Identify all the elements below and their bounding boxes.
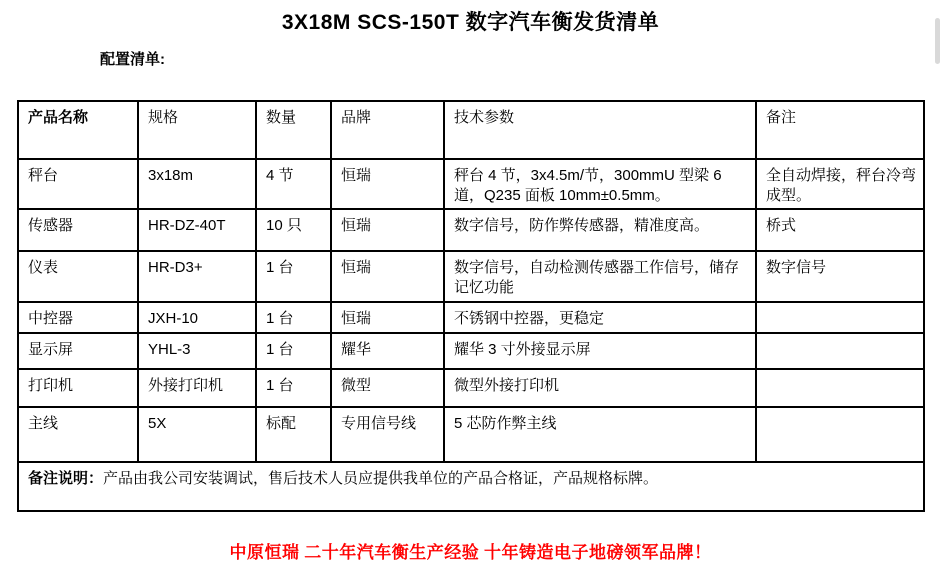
cell-product-name: 仪表 (18, 251, 138, 302)
col-header-product-name: 产品名称 (18, 101, 138, 159)
cell-remark (756, 369, 924, 407)
note-text: 产品由我公司安装调试，售后技术人员应提供我单位的产品合格证，产品规格标牌。 (103, 470, 659, 487)
cell-qty: 1 台 (256, 369, 331, 407)
cell-qty: 4 节 (256, 159, 331, 209)
scrollbar-thumb[interactable] (935, 18, 940, 64)
cell-remark (756, 407, 924, 462)
col-header-brand: 品牌 (331, 101, 444, 159)
cell-params: 数字信号，防作弊传感器，精准度高。 (444, 209, 756, 251)
cell-brand: 专用信号线 (331, 407, 444, 462)
cell-product-name: 主线 (18, 407, 138, 462)
note-label: 备注说明： (28, 470, 104, 487)
table-row (18, 369, 924, 407)
table-row (18, 209, 924, 251)
cell-params: 数字信号，自动检测传感器工作信号，储存记忆功能 (444, 251, 756, 302)
cell-params: 耀华 3 寸外接显示屏 (444, 333, 756, 369)
cell-params: 微型外接打印机 (444, 369, 756, 407)
col-header-spec: 规格 (138, 101, 256, 159)
config-list-label: 配置清单: (100, 51, 165, 68)
cell-brand: 恒瑞 (331, 159, 444, 209)
cell-product-name: 传感器 (18, 209, 138, 251)
cell-spec: 5X (138, 407, 256, 462)
cell-brand: 恒瑞 (331, 209, 444, 251)
table-note-row (18, 462, 924, 511)
cell-remark: 全自动焊接，秤台冷弯成型。 (756, 159, 924, 209)
cell-remark (756, 302, 924, 333)
cell-product-name: 显示屏 (18, 333, 138, 369)
cell-params: 秤台 4 节，3x4.5m/节，300mmU 型梁 6 道，Q235 面板 10mm±0.5mm。 (444, 159, 756, 209)
cell-qty: 1 台 (256, 333, 331, 369)
cell-qty: 1 台 (256, 251, 331, 302)
cell-params: 不锈钢中控器，更稳定 (444, 302, 756, 333)
cell-remark: 数字信号 (756, 251, 924, 302)
cell-spec: 3x18m (138, 159, 256, 209)
cell-qty: 10 只 (256, 209, 331, 251)
cell-brand: 微型 (331, 369, 444, 407)
col-header-qty: 数量 (256, 101, 331, 159)
cell-qty: 标配 (256, 407, 331, 462)
cell-product-name: 打印机 (18, 369, 138, 407)
cell-product-name: 中控器 (18, 302, 138, 333)
table-row (18, 251, 924, 302)
table-header-row (18, 101, 924, 159)
table-row (18, 333, 924, 369)
cell-brand: 恒瑞 (331, 302, 444, 333)
delivery-list-table (17, 100, 925, 512)
cell-qty: 1 台 (256, 302, 331, 333)
cell-product-name: 秤台 (18, 159, 138, 209)
table-row (18, 159, 924, 209)
table-row (18, 302, 924, 333)
cell-remark: 桥式 (756, 209, 924, 251)
note-cell (18, 462, 924, 511)
cell-spec: JXH-10 (138, 302, 256, 333)
cell-spec: YHL-3 (138, 333, 256, 369)
cell-remark (756, 333, 924, 369)
cell-spec: HR-D3+ (138, 251, 256, 302)
col-header-remark: 备注 (756, 101, 924, 159)
col-header-params: 技术参数 (444, 101, 756, 159)
page-title: 3X18M SCS-150T 数字汽车衡发货清单 (281, 11, 660, 34)
cell-brand: 耀华 (331, 333, 444, 369)
table-row (18, 407, 924, 462)
brand-slogan: 中原恒瑞 二十年汽车衡生产经验 十年铸造电子地磅领军品牌！ (229, 543, 712, 562)
cell-spec: 外接打印机 (138, 369, 256, 407)
cell-spec: HR-DZ-40T (138, 209, 256, 251)
cell-brand: 恒瑞 (331, 251, 444, 302)
cell-params: 5 芯防作弊主线 (444, 407, 756, 462)
